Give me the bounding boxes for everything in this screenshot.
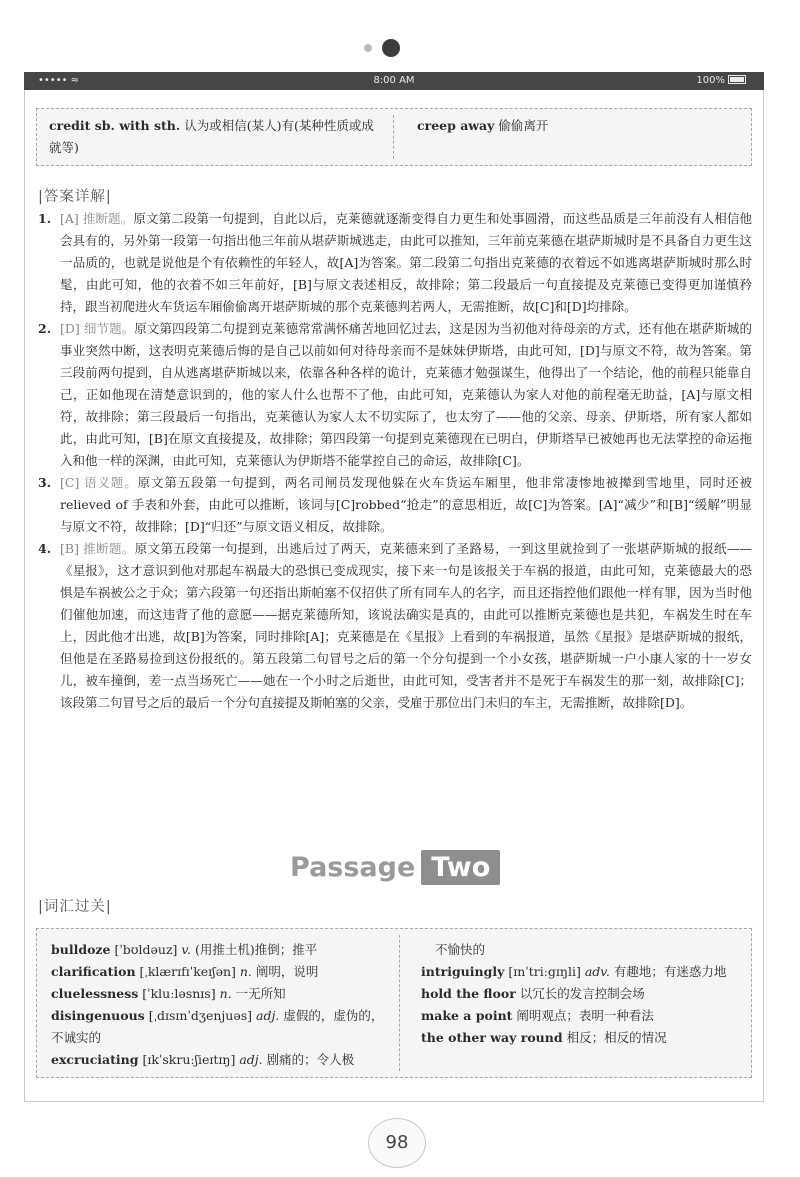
phrase-entry [417,115,742,137]
phrase-term: credit sb. with sth. [49,118,181,133]
vocab-pos: adj. [239,1052,263,1067]
vocab-entry [51,939,391,961]
page-dot-active[interactable] [382,39,400,57]
vocab-term: the other way round [421,1030,563,1045]
box-divider [393,115,394,159]
status-time: 8:00 AM [373,75,415,86]
vocab-def: 一无所知 [235,986,286,1001]
answer-item [38,208,752,318]
answer-tag: [C] 语义题。 [60,475,138,490]
vocab-entry [421,983,746,1005]
page-number: 98 [368,1118,426,1168]
answer-number: 3. [38,475,52,490]
phrase-box-left [49,115,384,159]
phrase-def: 认为或相信(某人)有(某种性质或成就等) [49,118,374,155]
answers-heading: |答案详解| [38,189,112,205]
vocab-entry [421,1027,746,1049]
vocab-def: 不愉快的 [435,942,486,957]
vocab-def: 有趣地；有迷惑力地 [613,964,727,979]
phrase-def: 偷偷离开 [498,118,549,133]
phrase-box-right [417,115,742,137]
vocab-pos: n. [239,964,252,979]
vocab-left-column [51,939,391,1071]
vocab-term: make a point [421,1008,513,1023]
vocab-phonetic: [ˈkluːləsnɪs] [142,986,216,1001]
vocab-entry [421,939,746,961]
answer-text: 原文第五段第一句提到，出逃后过了两天，克莱德来到了圣路易，一到这里就捡到了一张堪萨斯城的报纸——《星报》，这才意识到他对那起车祸最大的恐惧已变成现实，接下来一句是该报关于车祸的报道，由此可知，克莱德最大的恐惧是车祸被公之于众；第六段第一句还指出斯帕塞不仅招供了所有同车人的名字，而且还指控他们跟他一样有罪，因为当时他们催他加速，而这违背了他的意愿——据克莱德所知，该说法确实是真的，由此可以推断克莱德也是共犯，车祸发生时在车上，因此他才出逃，故[B]为答案，同时排除[A]；克莱德是在《星报》上看到的车祸报道，虽然《星报》是堪萨斯城的报纸，但他是在圣路易捡到这份报纸的。第五段第二句冒号之后的第一个分句提到一个小女孩，堪萨斯城一户小康人家的十一岁女儿，被车撞倒，差一点当场死亡——她在一个小时之后逝世，由此可知，受害者并不是死于车祸发生的那一刻，故排除[C]；该段第二句冒号之后的最后一个分句直接提及斯帕塞的父亲，受雇于那位出门未归的车主，无需推断，故排除[D]。 [60,541,752,710]
vocab-term: hold the floor [421,986,516,1001]
passage-highlight: Two [421,850,500,885]
box-divider [399,935,400,1071]
battery-icon [728,75,746,84]
vocab-heading: |词汇过关| [38,899,112,915]
vocab-term: bulldoze [51,942,111,957]
page-dot-inactive[interactable] [364,44,372,52]
vocab-term: intriguingly [421,964,505,979]
vocab-def: 阐明观点；表明一种看法 [516,1008,654,1023]
vocab-phonetic: [ɪnˈtriːgɪŋli] [508,964,581,979]
vocab-phonetic: [ˌdɪsɪnˈdʒenjuəs] [148,1008,253,1023]
phrase-box [36,108,752,166]
battery-percent: 100% [696,75,725,86]
vocab-term: cluelessness [51,986,139,1001]
answers-list [38,208,752,714]
vocab-phonetic: [ˈbʊldəuz] [114,942,178,957]
answer-number: 1. [38,211,52,226]
vocab-phonetic: [ˌklærɪfɪˈkeɪʃən] [139,964,236,979]
vocab-box [36,928,752,1078]
answer-number: 2. [38,321,52,336]
answer-number: 4. [38,541,52,556]
answer-text: 原文第二段第一句提到，自此以后，克莱德就逐渐变得自力更生和处事圆滑，而这些品质是三年前没有人相信他会具有的，另外第一段第一句指出他三年前从堪萨斯城逃走，由此可以推知，三年前克莱德在堪萨斯城时是不具备自力更生这一品质的，也就是说他是个有依赖性的年轻人，故[A]为答案。第二段第二句指出克莱德的衣着远不如逃离堪萨斯城时那么时髦，由此可知，他的衣着不如三年前好，[B]与原文表述相反，故排除；第二段最后一句直接提及克莱德已变得更加谨慎矜持，跟当初爬进火车货运车厢偷偷离开堪萨斯城的那个克莱德判若两人，无需推断，故[C]和[D]均排除。 [60,211,752,314]
vocab-pos: adj. [256,1008,280,1023]
vocab-phonetic: [ɪkˈskruːʃieɪtɪŋ] [142,1052,236,1067]
passage-title [290,852,500,883]
passage-word: Passage [290,852,416,883]
phrase-term: creep away [417,118,495,133]
vocab-entry [51,983,391,1005]
vocab-pos: n. [219,986,232,1001]
answer-tag: [B] 推断题。 [60,541,135,556]
status-bar [24,72,764,90]
vocab-entry [51,1049,391,1071]
vocab-def: 以冗长的发言控制会场 [519,986,645,1001]
vocab-entry [51,1005,391,1049]
vocab-entry [421,1005,746,1027]
vocab-pos: v. [181,942,191,957]
battery-indicator [696,75,746,86]
page-indicator [360,38,440,58]
vocab-term: clarification [51,964,136,979]
vocab-entry [51,961,391,983]
signal-wifi-icon: ••••• ≈ [38,75,80,86]
answer-text: 原文第四段第二句提到克莱德常常满怀痛苦地回忆过去，这是因为当初他对待母亲的方式，还有他在堪萨斯城的事业突然中断，这表明克莱德后悔的是自己以前如何对待母亲而不是妹妹伊斯塔，由此可知，[D]与原文不符，故为答案。第三段前两句提到，自从逃离堪萨斯城以来，依靠各种各样的诡计，克莱德才勉强谋生，他得出了一个结论，他的前程只能靠自己，正如他现在清楚意识到的，他的家人什么也帮不了他，由此可知，克莱德认为家人对他的前程毫无助益，[A]与原文相符，故排除；第三段最后一句指出，克莱德认为家人太不切实际了，也太穷了——他的父亲、母亲、伊斯塔，所有家人都如此，由此可知，[B]在原文直接提及，故排除；第四段第一句提到克莱德现在已明白，伊斯塔早已被她再也无法掌控的命运拖入和他一样的深渊，由此可知，克莱德认为伊斯塔不能掌控自己的命运，故排除[C]。 [60,321,752,468]
answer-text: 原文第五段第一句提到，两名司闸员发现他躲在火车货运车厢里，他非常凄惨地被撵到雪地里，同时还被 relieved of 手表和外套，由此可以推断，该词与[C]robbed“抢走”的意思相近，故[C]为答案。[A]“减少”和[B]“缓解”明显与原文不符，故排除；[D]“归还”与原文语义相反，故排除。 [60,475,752,534]
answer-item [38,472,752,538]
phrase-entry [49,115,384,159]
vocab-term: disingenuous [51,1008,145,1023]
vocab-def: (用推土机)推倒；推平 [194,942,318,957]
answer-item [38,538,752,714]
vocab-term: excruciating [51,1052,139,1067]
answer-tag: [A] 推断题。 [60,211,134,226]
vocab-right-column [421,939,746,1049]
vocab-entry [421,961,746,983]
vocab-pos: adv. [584,964,610,979]
vocab-def: 阐明，说明 [255,964,319,979]
vocab-def: 相反；相反的情况 [566,1030,667,1045]
vocab-def: 剧痛的；令人极 [266,1052,355,1067]
answer-tag: [D] 细节题。 [60,321,135,336]
answer-item [38,318,752,472]
vocab-def: 虚假的，虚伪的，不诚实的 [51,1008,384,1045]
